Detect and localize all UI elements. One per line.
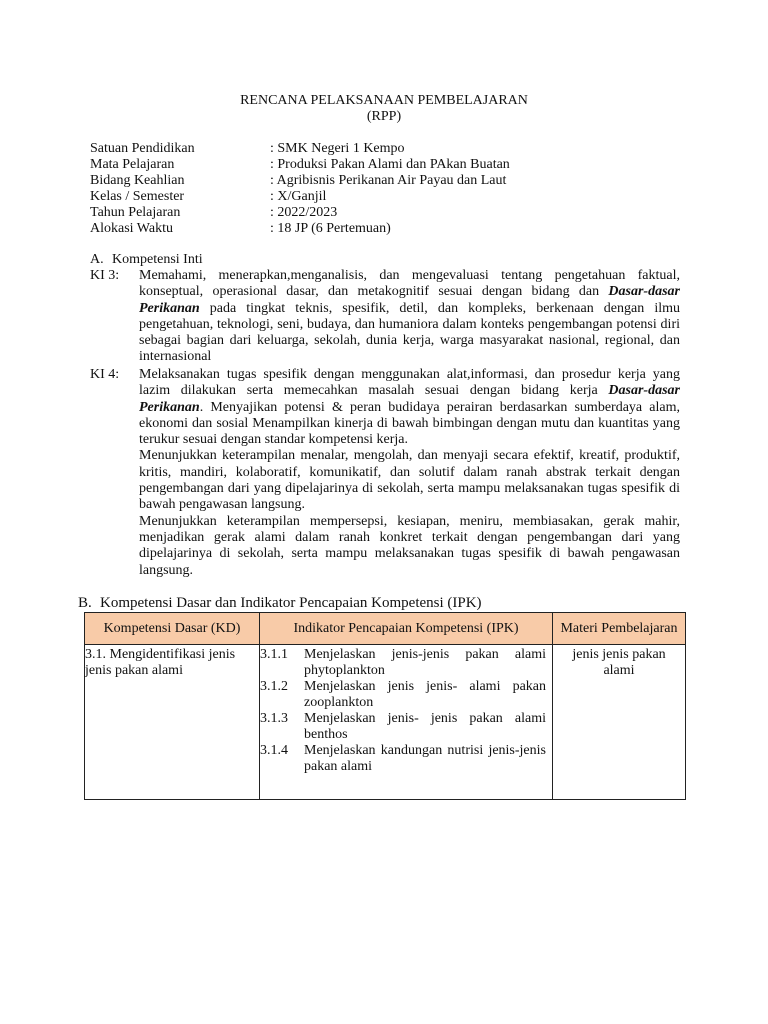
materi-text: jenis jenis pakan alami [572, 647, 666, 678]
ki3-emphasis: Dasar-dasar Perikanan [139, 284, 680, 316]
indicator-text: Menjelaskan jenis jenis- alami pakan zooplankton [304, 679, 546, 710]
table-row [85, 645, 686, 800]
meta-value: : Produksi Pakan Alami dan PAkan Buatan [270, 157, 510, 172]
section-b-heading [78, 595, 482, 612]
section-a-heading [90, 252, 203, 268]
indicator-number: 3.1.3 [260, 711, 288, 726]
ki3-label: KI 3: [90, 268, 120, 283]
meta-label: Tahun Pelajaran [90, 205, 181, 220]
ki3-text-before: Memahami, menerapkan,menganalisis, dan mengevaluasi tentang pengetahuan faktual, konseptual, operasional dasar, dan metakognitif sesuai dengan bidang dan [139, 268, 680, 300]
table-header-row [85, 613, 686, 645]
ki4-text [139, 367, 680, 448]
indicator-text: Menjelaskan jenis- jenis pakan alami benthos [304, 711, 546, 742]
meta-value: : X/Ganjil [270, 189, 327, 204]
ki3-block [90, 268, 680, 366]
meta-label: Kelas / Semester [90, 189, 185, 204]
indicator-item [260, 711, 552, 743]
materi-cell [553, 645, 686, 800]
document-title: RENCANA PELAKSANAAN PEMBELAJARAN [240, 93, 528, 108]
header-kd: Kompetensi Dasar (KD) [85, 613, 260, 645]
kd-cell: 3.1. Mengidentifikasi jenis jenis pakan alami [85, 645, 260, 800]
ipk-cell [260, 645, 553, 800]
kd-ipk-table [84, 612, 686, 800]
section-title: Kompetensi Inti [112, 252, 203, 267]
ki4-text-before: Melaksanakan tugas spesifik dengan menggunakan alat,informasi, dan prosedur kerja yang lazim dilakukan serta memecahkan masalah sesuai dengan bidang kerja [139, 367, 680, 399]
indicator-number: 3.1.2 [260, 679, 288, 694]
meta-value: : Agribisnis Perikanan Air Payau dan Laut [270, 173, 507, 188]
meta-label: Alokasi Waktu [90, 221, 173, 236]
ki4-block [90, 367, 680, 579]
section-letter: B. [78, 595, 92, 611]
header-materi: Materi Pembelajaran [553, 613, 686, 645]
section-letter: A. [90, 252, 104, 267]
indicator-number: 3.1.4 [260, 743, 288, 758]
meta-label: Bidang Keahlian [90, 173, 185, 188]
meta-value: : 18 JP (6 Pertemuan) [270, 221, 391, 236]
document-subtitle: (RPP) [366, 109, 402, 124]
ki4-text-after: . Menyajikan potensi & peran budidaya perairan berdasarkan sumberdaya alam, ekonomi dan sosial Menampilkan kinerja di bawah bimbingan dengan mutu dan kuantitas yang terukur sesuai dengan standar kompetensi kerja. [139, 399, 680, 448]
indicator-text: Menjelaskan kandungan nutrisi jenis-jenis pakan alami [304, 743, 546, 774]
meta-label: Mata Pelajaran [90, 157, 175, 172]
indicator-item [260, 647, 552, 679]
indicator-text: Menjelaskan jenis-jenis pakan alami phytoplankton [304, 647, 546, 678]
meta-value: : SMK Negeri 1 Kempo [270, 141, 405, 156]
section-title: Kompetensi Dasar dan Indikator Pencapaian Kompetensi (IPK) [100, 595, 482, 611]
indicator-number: 3.1.1 [260, 647, 288, 662]
indicator-item [260, 743, 552, 775]
ki3-text-after: pada tingkat teknis, spesifik, detil, dan kompleks, berkenaan dengan ilmu pengetahuan, teknologi, seni, budaya, dan humaniora dalam konteks pengembangan potensi diri sebagai bagian dari keluarga, sekolah, dunia kerja, warga masyarakat nasional, regional, dan internasional [139, 300, 680, 365]
indicator-list [260, 647, 552, 775]
header-ipk: Indikator Pencapaian Kompetensi (IPK) [260, 613, 553, 645]
ki4-paragraph-2: Menunjukkan keterampilan menalar, mengolah, dan menyaji secara efektif, kreatif, produktif, kritis, mandiri, kolaboratif, komunikatif, dan solutif dalam ranah abstrak terkait dengan pengembangan dari yang dipelajarinya di sekolah, serta mampu melaksanakan tugas spesifik di bawah pengawasan langsung. [139, 448, 680, 513]
ki4-emphasis: Dasar-dasar Perikanan [139, 383, 680, 415]
ki4-label: KI 4: [90, 367, 120, 382]
meta-value: : 2022/2023 [270, 205, 338, 220]
meta-label: Satuan Pendidikan [90, 141, 195, 156]
ki4-paragraph-3: Menunjukkan keterampilan mempersepsi, kesiapan, meniru, membiasakan, gerak mahir, menjadikan gerak alami dalam ranah konkret terkait dengan pengembangan dari yang dipelajarinya di sekolah, serta mampu melaksanakan tugas spesifik di bawah pengawasan langsung. [139, 513, 680, 578]
indicator-item [260, 679, 552, 711]
ki3-text [139, 268, 680, 366]
